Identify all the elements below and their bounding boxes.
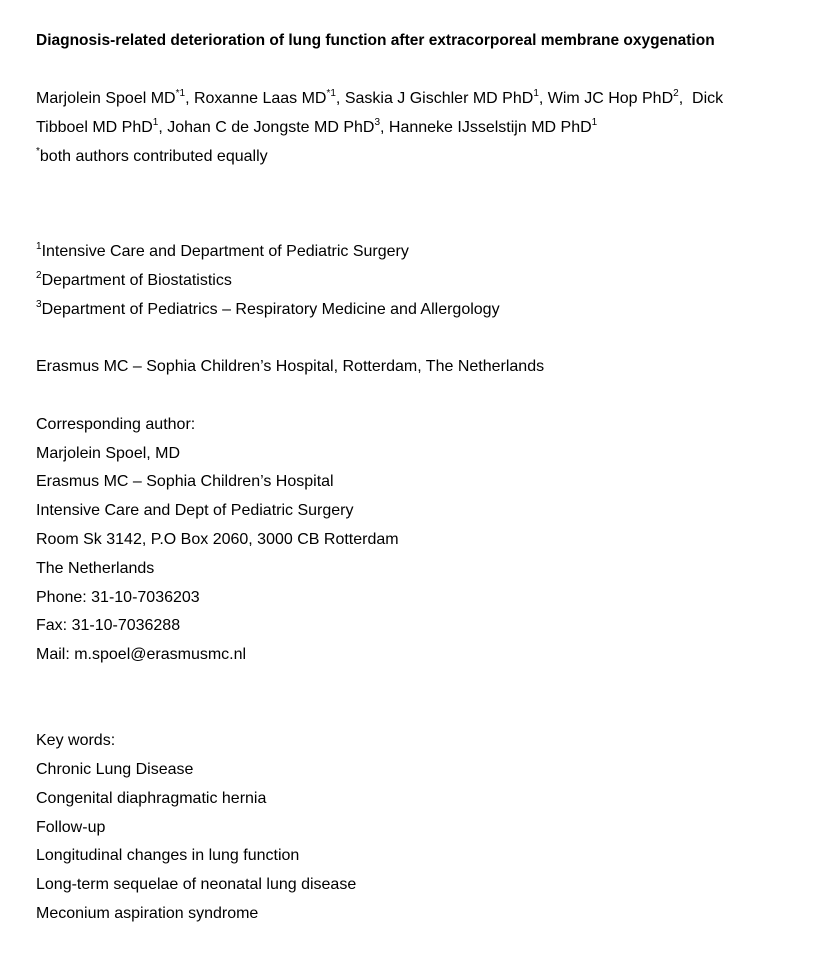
- keyword-item: Follow-up: [36, 819, 106, 836]
- corresponding-mail: Mail: m.spoel@erasmusmc.nl: [36, 646, 247, 663]
- keyword-item: Long-term sequelae of neonatal lung disease: [36, 876, 357, 893]
- corresponding-line: Room Sk 3142, P.O Box 2060, 3000 CB Rotterdam: [36, 531, 399, 548]
- corresponding-heading: Corresponding author:: [36, 416, 196, 433]
- corresponding-line: The Netherlands: [36, 560, 155, 577]
- author-separator: ,: [538, 90, 548, 107]
- author-name: Hanneke IJsselstijn MD PhD: [388, 119, 592, 136]
- affiliation-marker: 1: [36, 240, 42, 252]
- affiliation-marker: 3: [36, 298, 42, 310]
- author-name: Wim JC Hop PhD: [547, 90, 674, 107]
- author-name: Johan C de Jongste MD PhD: [167, 119, 375, 136]
- keyword-item: Meconium aspiration syndrome: [36, 905, 259, 922]
- keyword-item: Congenital diaphragmatic hernia: [36, 790, 267, 807]
- author-name: Saskia J Gischler MD PhD: [344, 90, 534, 107]
- author-name: Roxanne Laas MD: [193, 90, 327, 107]
- author-name: Marjolein Spoel MD: [36, 90, 176, 107]
- affiliation-text: Intensive Care and Department of Pediatric Surgery: [41, 243, 409, 260]
- author-affiliation-marker: 1: [591, 116, 598, 128]
- author-separator: ,: [185, 90, 194, 107]
- author-name: Dick: [692, 90, 724, 107]
- corresponding-line: Intensive Care and Dept of Pediatric Surgery: [36, 502, 354, 519]
- corresponding-phone: Phone: 31-10-7036203: [36, 589, 200, 606]
- institution: Erasmus MC – Sophia Children’s Hospital, Rotterdam, The Netherlands: [36, 358, 545, 375]
- author-affiliation-marker: *1: [326, 87, 336, 99]
- affiliation-text: Department of Pediatrics – Respiratory Medicine and Allergology: [41, 301, 500, 318]
- affiliation-text: Department of Biostatistics: [41, 272, 232, 289]
- corresponding-fax: Fax: 31-10-7036288: [36, 617, 181, 634]
- equal-contribution-note: [36, 147, 268, 167]
- equal-contribution-marker: *: [36, 145, 40, 157]
- author-affiliation-marker: 1: [533, 87, 539, 99]
- corresponding-line: Erasmus MC – Sophia Children’s Hospital: [36, 473, 334, 490]
- affiliation-3: [36, 300, 500, 320]
- corresponding-line: Marjolein Spoel, MD: [36, 445, 181, 462]
- keyword-item: Longitudinal changes in lung function: [36, 847, 300, 864]
- author-separator: ,: [380, 119, 389, 136]
- author-line-1: [36, 89, 723, 109]
- equal-contribution-text: both authors contributed equally: [39, 148, 268, 165]
- author-affiliation-marker: 2: [673, 87, 679, 99]
- affiliation-2: [36, 271, 232, 291]
- author-affiliation-marker: 1: [152, 116, 159, 128]
- author-line-2: [36, 118, 597, 138]
- author-affiliation-marker: 3: [374, 116, 381, 128]
- author-separator: ,: [678, 90, 693, 107]
- author-separator: ,: [158, 119, 168, 136]
- author-affiliation-marker: *1: [175, 87, 186, 99]
- keywords-heading: Key words:: [36, 732, 116, 749]
- author-separator: ,: [335, 90, 345, 107]
- affiliation-1: [36, 242, 409, 262]
- paper-title: Diagnosis-related deterioration of lung function after extracorporeal membrane oxygenation: [36, 32, 715, 49]
- affiliation-marker: 2: [36, 269, 42, 281]
- keyword-item: Chronic Lung Disease: [36, 761, 194, 778]
- author-name: Tibboel MD PhD: [36, 119, 153, 136]
